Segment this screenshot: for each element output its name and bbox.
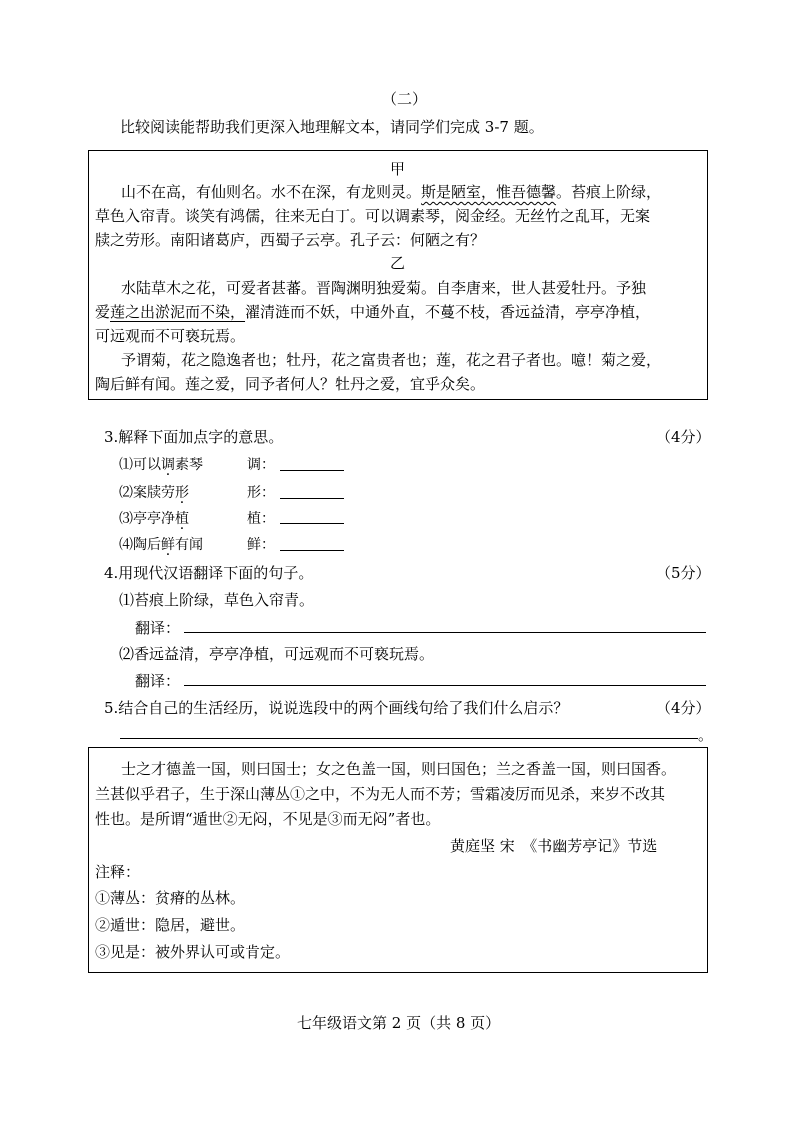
q3-item-text: 可以 [133, 457, 161, 473]
q4-stem: 4.用现代汉语翻译下面的句子。 [104, 564, 314, 582]
notes-title: 注释： [95, 863, 141, 881]
passage-yi-line-5: 陶后鲜有闻。莲之爱，同予者何人？牡丹之爱，宜乎众矣。 [95, 375, 486, 393]
intro-text: 比较阅读能帮助我们更深入地理解文本，请同学们完成 3-7 题。 [120, 118, 544, 136]
q4-sentence-1: ⑴苔痕上阶绿，草色入帘青。 [119, 591, 315, 609]
answer-line[interactable] [280, 523, 344, 524]
passage-jia-line-1-start: 山不在高，有仙则名。水不在深，有龙则灵。 [121, 183, 422, 201]
q3-item-4 [119, 534, 203, 554]
q4-translate-label-2: 翻译： [135, 672, 181, 690]
passage-yi-line-2-start: 爱 [95, 303, 111, 321]
answer-line[interactable] [280, 498, 344, 499]
q3-key-3: 植： [247, 511, 275, 527]
passage-jia-line-3: 牍之劳形。南阳诸葛庐，西蜀子云亭。孔子云：何陋之有？ [95, 231, 486, 249]
q3-item-text: 陶后 [133, 537, 161, 553]
passage-jia-line-1-end: 。苔痕上阶绿， [556, 183, 662, 201]
passage3-line-3: 性也。是所谓“遁世②无闷，不见是③而无闷”者也。 [95, 810, 441, 828]
passage-yi-label: 乙 [390, 254, 406, 272]
answer-line[interactable] [120, 738, 698, 739]
wavy-underlined-sentence: 斯是陋室，惟吾德馨 [421, 183, 557, 201]
q3-item-number: ⑴ [119, 457, 133, 473]
passage-yi-line-2-end: 濯清涟而不妖，中通外直，不蔓不枝，香远益清，亭亭净植， [245, 303, 651, 321]
q3-key-4: 鲜： [247, 537, 275, 553]
translation-line[interactable] [184, 685, 706, 686]
passage-yi-line-2 [95, 300, 650, 324]
q5-stem: 5.结合自己的生活经历，说说选段中的两个画线句给了我们什么启示？ [104, 699, 569, 717]
passage-yi-line-3: 可远观而不可亵玩焉。 [95, 327, 246, 345]
translation-line[interactable] [184, 632, 706, 633]
q3-item-text: 亭亭净 [133, 511, 175, 527]
q3-item-1 [119, 454, 203, 474]
passage-yi-line-4: 予谓菊，花之隐逸者也；牡丹，花之富贵者也；莲，花之君子者也。噫！菊之爱， [121, 351, 662, 369]
dotted-character: 植 [175, 511, 189, 527]
answer-line[interactable] [280, 550, 344, 551]
passage3-source: 黄庭坚 宋 《书幽芳亭记》节选 [450, 837, 658, 855]
q3-item-number: ⑶ [119, 511, 133, 527]
note-item-1: ①薄丛：贫瘠的丛林。 [95, 889, 246, 907]
note-item-2: ②遁世：隐居，避世。 [95, 916, 246, 934]
passage-jia-line-1 [121, 180, 661, 204]
passage-jia-line-2: 草色入帘青。谈笑有鸿儒，往来无白丁。可以调素琴，阅金经。无丝竹之乱耳，无案 [95, 207, 651, 225]
q3-key-1: 调： [247, 457, 275, 473]
dotted-character: 调 [161, 457, 175, 473]
q4-score: （5分） [656, 564, 711, 582]
q4-translate-label-1: 翻译： [135, 619, 181, 637]
q3-item-number: ⑵ [119, 485, 133, 501]
q5-score: （4分） [656, 699, 711, 717]
section-title: （二） [382, 90, 428, 108]
passage3-line-1: 士之才德盖一国，则曰国士；女之色盖一国，则曰国色；兰之香盖一国，则曰国香。 [121, 760, 677, 778]
passage-jia-label: 甲 [390, 160, 406, 178]
underlined-sentence: 莲之出淤泥而不染， [110, 303, 246, 321]
dotted-character: 鲜 [161, 537, 175, 553]
q3-score: （4分） [656, 428, 711, 446]
passage-yi-line-1: 水陆草木之花，可爱者甚蕃。晋陶渊明独爱菊。自李唐来，世人甚爱牡丹。予独 [121, 279, 647, 297]
passage3-line-2: 兰甚似乎君子，生于深山薄丛①之中，不为无人而不芳；雪霜凌厉而见杀，来岁不改其 [95, 785, 666, 803]
dotted-character: 形 [175, 485, 189, 501]
q3-item-2 [119, 482, 189, 502]
q3-item-text: 素琴 [175, 457, 203, 473]
answer-line[interactable] [280, 470, 344, 471]
q3-stem: 3.解释下面加点字的意思。 [104, 428, 284, 446]
q3-item-3 [119, 508, 189, 528]
q4-sentence-2: ⑵香远益清，亭亭净植，可远观而不可亵玩焉。 [119, 645, 435, 663]
q5-end-mark: 。 [698, 726, 714, 744]
note-item-3: ③见是：被外界认可或肯定。 [95, 943, 291, 961]
page-footer: 七年级语文第 2 页（共 8 页） [297, 1014, 501, 1032]
q3-item-text: 案牍劳 [133, 485, 175, 501]
q3-item-text: 有闻 [175, 537, 203, 553]
q3-item-number: ⑷ [119, 537, 133, 553]
q3-key-2: 形： [247, 485, 275, 501]
